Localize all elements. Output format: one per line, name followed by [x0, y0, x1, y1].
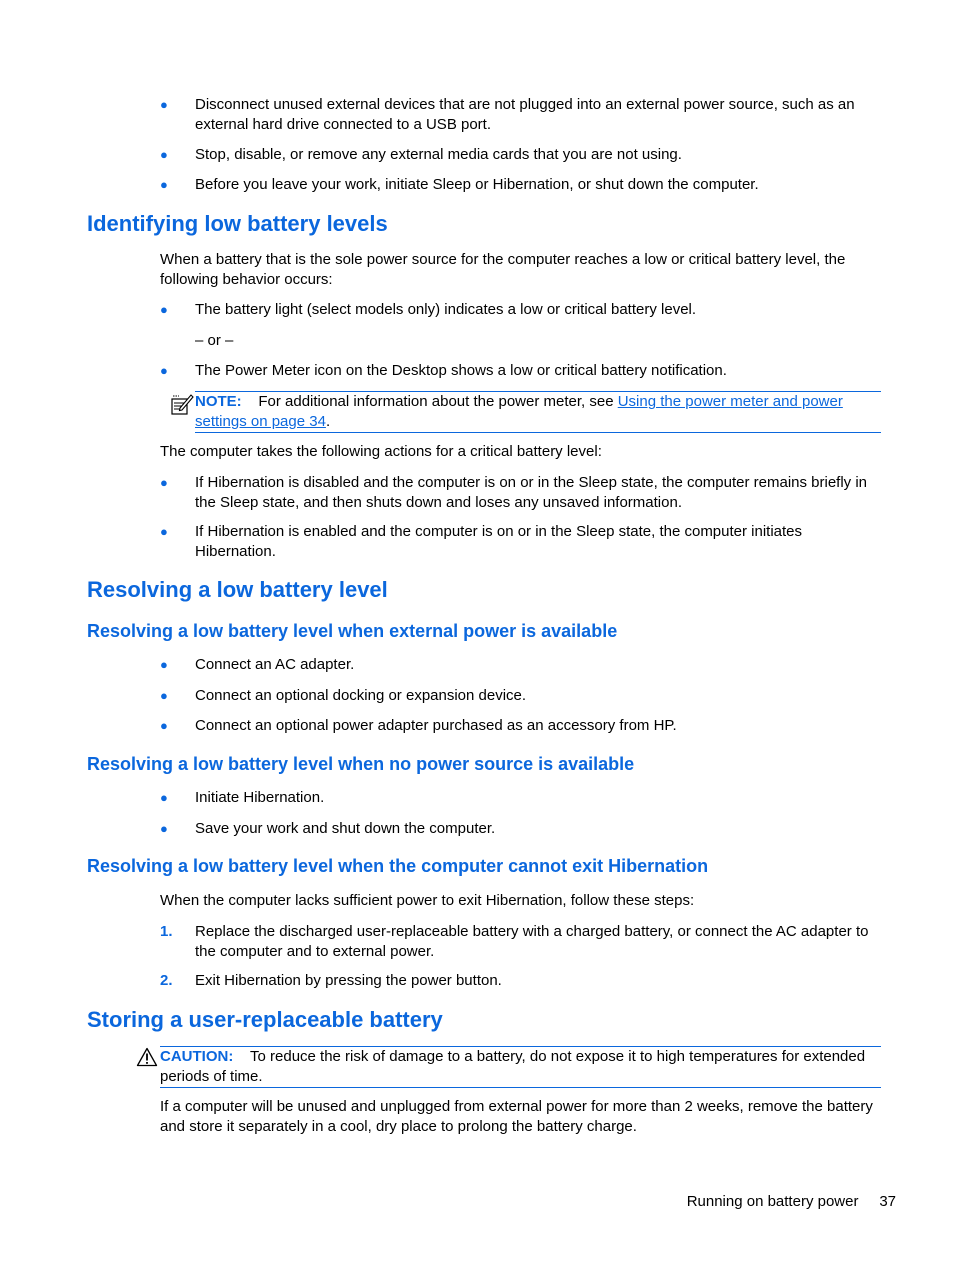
section-heading-identifying: Identifying low battery levels [87, 211, 388, 236]
list-item: The Power Meter icon on the Desktop shows a low or critical battery notification. [195, 362, 727, 379]
section-heading-resolving: Resolving a low battery level [87, 577, 388, 602]
bullet-marker: ● [160, 97, 168, 112]
bullet-marker: ● [160, 302, 168, 317]
page-number: 37 [879, 1193, 896, 1210]
step-number: 1. [160, 923, 173, 940]
note-bottom-rule [195, 432, 881, 433]
note-content [195, 392, 881, 431]
bullet-marker: ● [160, 475, 168, 490]
critical-intro: The computer takes the following actions for a critical battery level: [160, 443, 602, 460]
list-item: Initiate Hibernation. [195, 789, 325, 806]
note-trailing: . [325, 412, 331, 430]
caution-text: To reduce the risk of damage to a battery, do not expose it to high temperatures for extended periods of time. [160, 1048, 866, 1085]
hibernation-intro: When the computer lacks sufficient power to exit Hibernation, follow these steps: [160, 892, 695, 909]
list-item: Save your work and shut down the computer. [195, 820, 496, 837]
subheading-cannot-exit: Resolving a low battery level when the computer cannot exit Hibernation [87, 856, 709, 876]
caution-bottom-rule [160, 1087, 881, 1088]
caution-content [160, 1047, 881, 1086]
step-number: 2. [160, 972, 173, 989]
list-item: If Hibernation is enabled and the computer is on or in the Sleep state, the computer initiates Hibernation. [195, 523, 803, 560]
list-item: The battery light (select models only) indicates a low or critical battery level. [195, 301, 697, 318]
bullet-marker: ● [160, 718, 168, 733]
section-heading-storing: Storing a user-replaceable battery [87, 1007, 443, 1032]
or-separator: – or – [195, 332, 234, 349]
bullet-marker: ● [160, 790, 168, 805]
step-text: Replace the discharged user-replaceable battery with a charged battery, or connect the AC adapter to the computer and to external power. [195, 923, 869, 960]
list-item: Before you leave your work, initiate Sleep or Hibernation, or shut down the computer. [195, 176, 759, 193]
warning-triangle-icon [136, 1047, 158, 1073]
list-item: Connect an optional power adapter purchased as an accessory from HP. [195, 717, 677, 734]
footer-section-title: Running on battery power [686, 1193, 859, 1210]
bullet-marker: ● [160, 147, 168, 162]
section1-intro: When a battery that is the sole power source for the computer reaches a low or critical battery level, the following behavior occurs: [160, 251, 846, 288]
list-item: Connect an optional docking or expansion device. [195, 687, 527, 704]
bullet-marker: ● [160, 657, 168, 672]
list-item: If Hibernation is disabled and the computer is on or in the Sleep state, the computer remains briefly in the Sleep state, and then shuts down and loses any unsaved information. [195, 474, 868, 511]
bullet-marker: ● [160, 688, 168, 703]
list-item: Stop, disable, or remove any external media cards that you are not using. [195, 146, 682, 163]
bullet-marker: ● [160, 821, 168, 836]
note-pencil-icon [170, 393, 194, 423]
page-footer [687, 1192, 896, 1212]
subheading-external-power: Resolving a low battery level when external power is available [87, 621, 618, 641]
storing-body: If a computer will be unused and unplugged from external power for more than 2 weeks, remove the battery and store it separately in a cool, dry place to prolong the battery charge. [160, 1098, 873, 1135]
bullet-marker: ● [160, 524, 168, 539]
note-label: NOTE: [195, 393, 242, 410]
power-meter-link[interactable]: Using the power meter and power settings on page 34 [195, 393, 843, 430]
bullet-marker: ● [160, 363, 168, 378]
subheading-no-power: Resolving a low battery level when no power source is available [87, 754, 635, 774]
step-text: Exit Hibernation by pressing the power button. [195, 972, 502, 989]
caution-label: CAUTION: [160, 1048, 234, 1065]
note-text: For additional information about the power meter, see [258, 393, 618, 410]
list-item: Disconnect unused external devices that are not plugged into an external power source, such as an external hard drive connected to a USB port. [195, 96, 855, 133]
bullet-marker: ● [160, 177, 168, 192]
list-item: Connect an AC adapter. [195, 656, 355, 673]
